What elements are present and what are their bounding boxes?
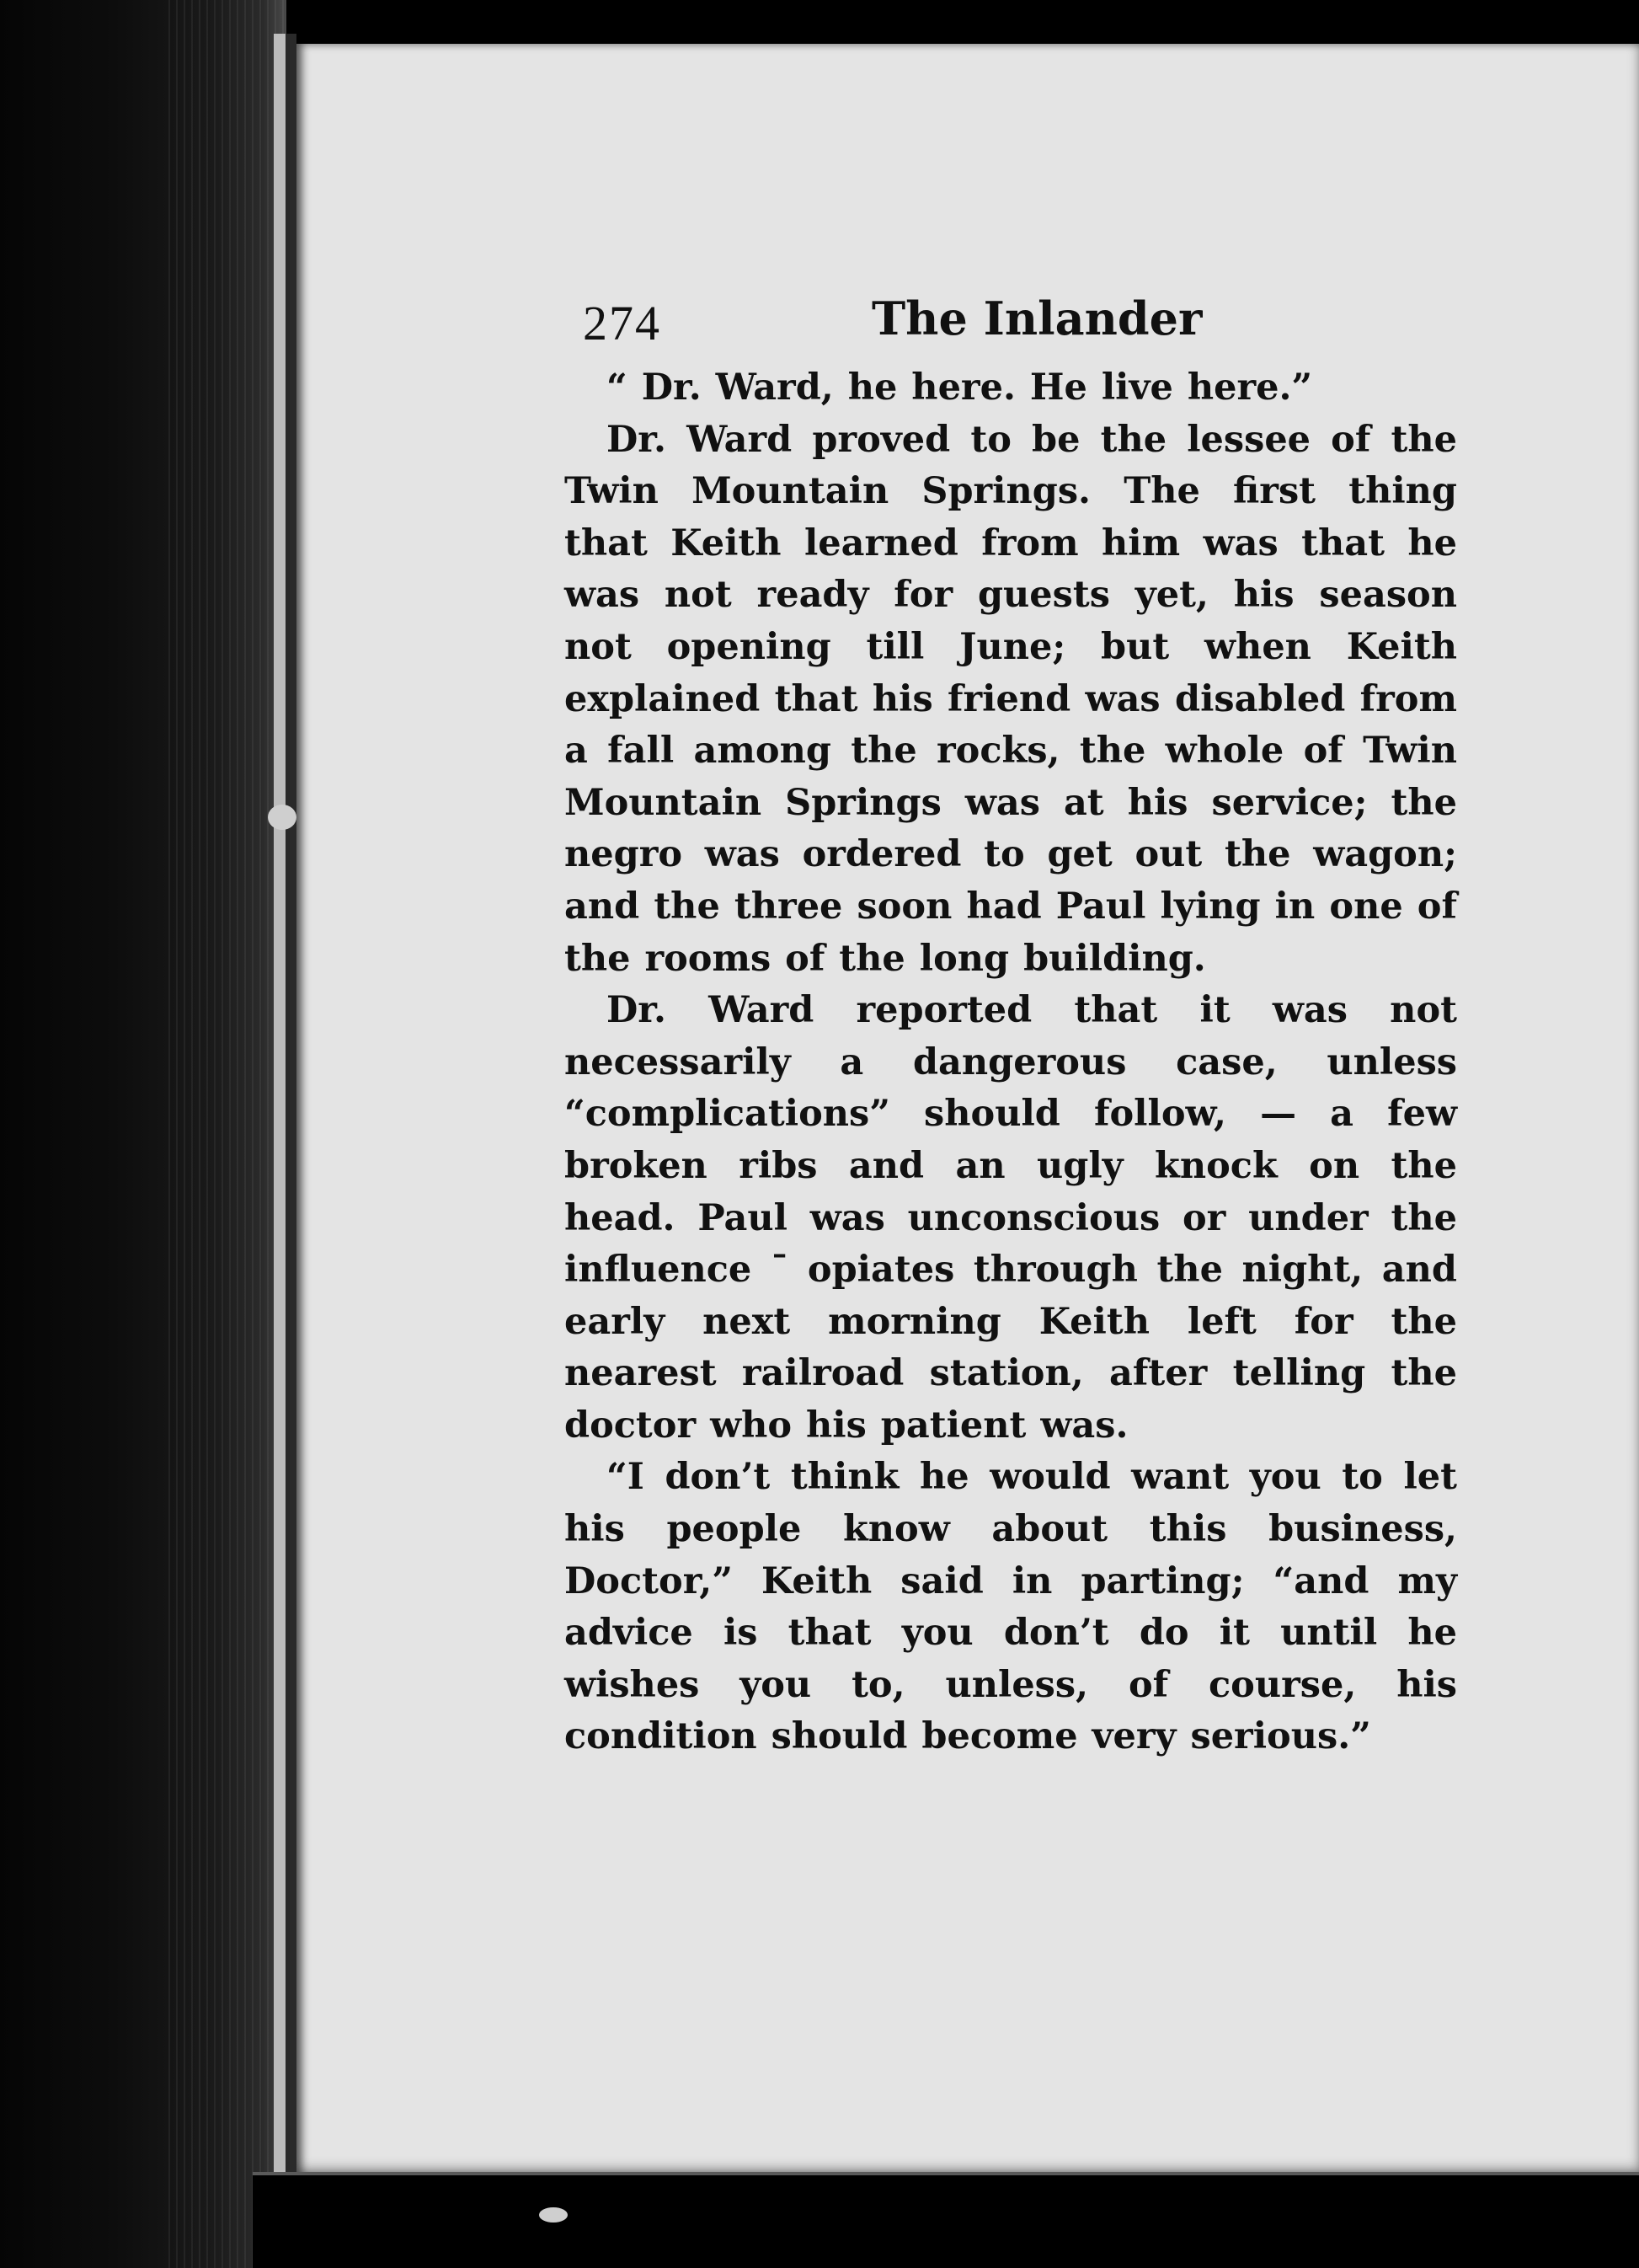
paragraph: Dr. Ward proved to be the lessee of the Twin Mountain Springs. The first thing that Keith learned from him was that he was not ready for guests yet, his season not opening till June; but when Keith explained that his friend was disabled from a fall among the rocks, the whole of Twin Mountain Springs was at his service; the negro was ordered to get out the wagon; and the three soon had Paul lying in one of the rooms of the long building.: [564, 418, 1457, 980]
scan-speck: [539, 2207, 568, 2223]
book-title: The Inlander: [872, 292, 1203, 345]
scan-bottom-margin: [253, 2175, 1639, 2268]
page-number: 274: [583, 296, 661, 350]
page-text: [564, 286, 1457, 1763]
running-head: [564, 286, 1457, 362]
scan-speck: [268, 805, 296, 830]
page-edge: [274, 34, 286, 2190]
binding-shadow: [168, 0, 286, 2268]
paragraph: “I don’t think he would want you to let his people know about this business, Doctor,” Keith said in parting; “and my advice is that you don’t do it until he wishes you to, unless, of course, his condition should become very serious.”: [564, 1456, 1457, 1758]
paragraph: “ Dr. Ward, he here. He live here.”: [606, 366, 1313, 409]
paragraph: Dr. Ward reported that it was not necessarily a dangerous case, unless “complications” should follow, — a few broken ribs and an ugly knock on the head. Paul was unconscious or under the influence ˉ opiates through the night, and early next morning Keith left for the nearest railroad station, after telling the doctor who his patient was.: [564, 989, 1457, 1447]
page-gutter: [286, 34, 296, 2190]
